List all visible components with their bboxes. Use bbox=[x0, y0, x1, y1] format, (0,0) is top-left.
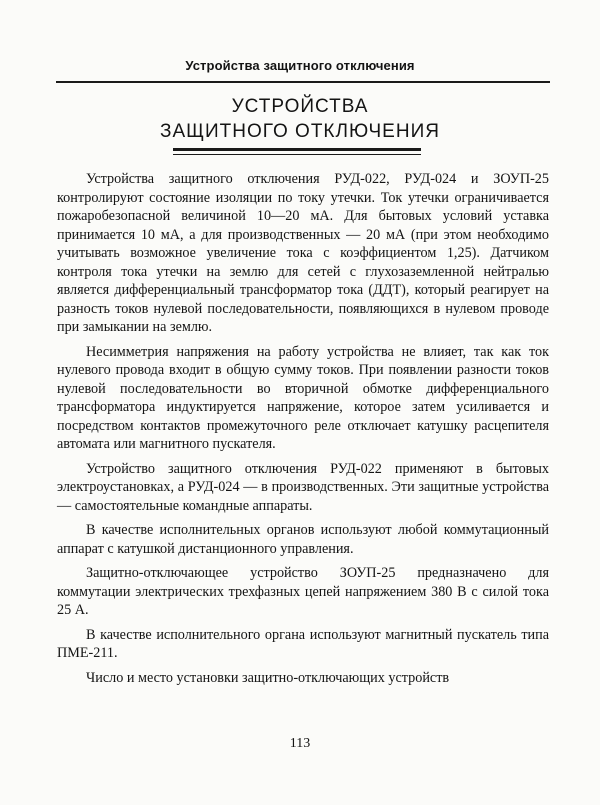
section-title bbox=[0, 94, 600, 144]
paragraph-3: Устройство защитного отключения РУД-022 применяют в бытовых электроустановках, а РУД-024 — в производственных. Эти защитные устройства — самостоятельные командные аппараты. bbox=[57, 460, 549, 514]
title-underline-thin bbox=[173, 154, 421, 155]
section-title-line-2: ЗАЩИТНОГО ОТКЛЮЧЕНИЯ bbox=[160, 121, 440, 142]
running-head: Устройства защитного отключения bbox=[185, 58, 415, 73]
paragraph-1: Устройства защитного отключения РУД-022, РУД-024 и ЗОУП-25 контролируют состояние изоляции по току утечки. Ток утечки ограничивается пожаробезопасной величиной 10—20 мА. Для бытовых условий уставка принимается 10 мА, а для производственных — 20 мА (при этом необходимо учитывать возможное увеличение тока с коэффициентом 1,25). Датчиком контроля тока утечки на землю для сетей с глухозаземленной нейтралью является дифференциальный трансформатор тока (ДДТ), который реагирует на разность токов нулевой последовательности, появляющихся в нулевом проводе при замыкании на землю. bbox=[57, 171, 549, 335]
page-number: 113 bbox=[289, 736, 311, 751]
paragraph-5: Защитно-отключающее устройство ЗОУП-25 предназначено для коммутации электрических трехфазных цепей напряжением 380 В с силой тока 25 А. bbox=[57, 565, 549, 618]
paragraph-7: Число и место установки защитно-отключающих устройств bbox=[86, 669, 450, 686]
title-underline-thick bbox=[173, 148, 421, 151]
section-title-line-1: УСТРОЙСТВА bbox=[231, 96, 369, 117]
paragraph-4: В качестве исполнительных органов используют любой коммутационный аппарат с катушкой дистанционного управления. bbox=[57, 522, 549, 557]
body-text bbox=[57, 170, 549, 693]
paragraph-2: Несимметрия напряжения на работу устройства не влияет, так как ток нулевого провода входит в общую сумму токов. При появлении разности токов нулевой последовательности во вторичной обмотке дифференциального трансформатора индуктируется напряжение, которое затем усиливается и посредством контактов промежуточного реле отключает катушку расцепителя автомата или магнитного пускателя. bbox=[57, 343, 549, 452]
header-divider bbox=[56, 81, 550, 83]
paragraph-6: В качестве исполнительного органа используют магнитный пускатель типа ПМЕ-211. bbox=[57, 626, 549, 661]
